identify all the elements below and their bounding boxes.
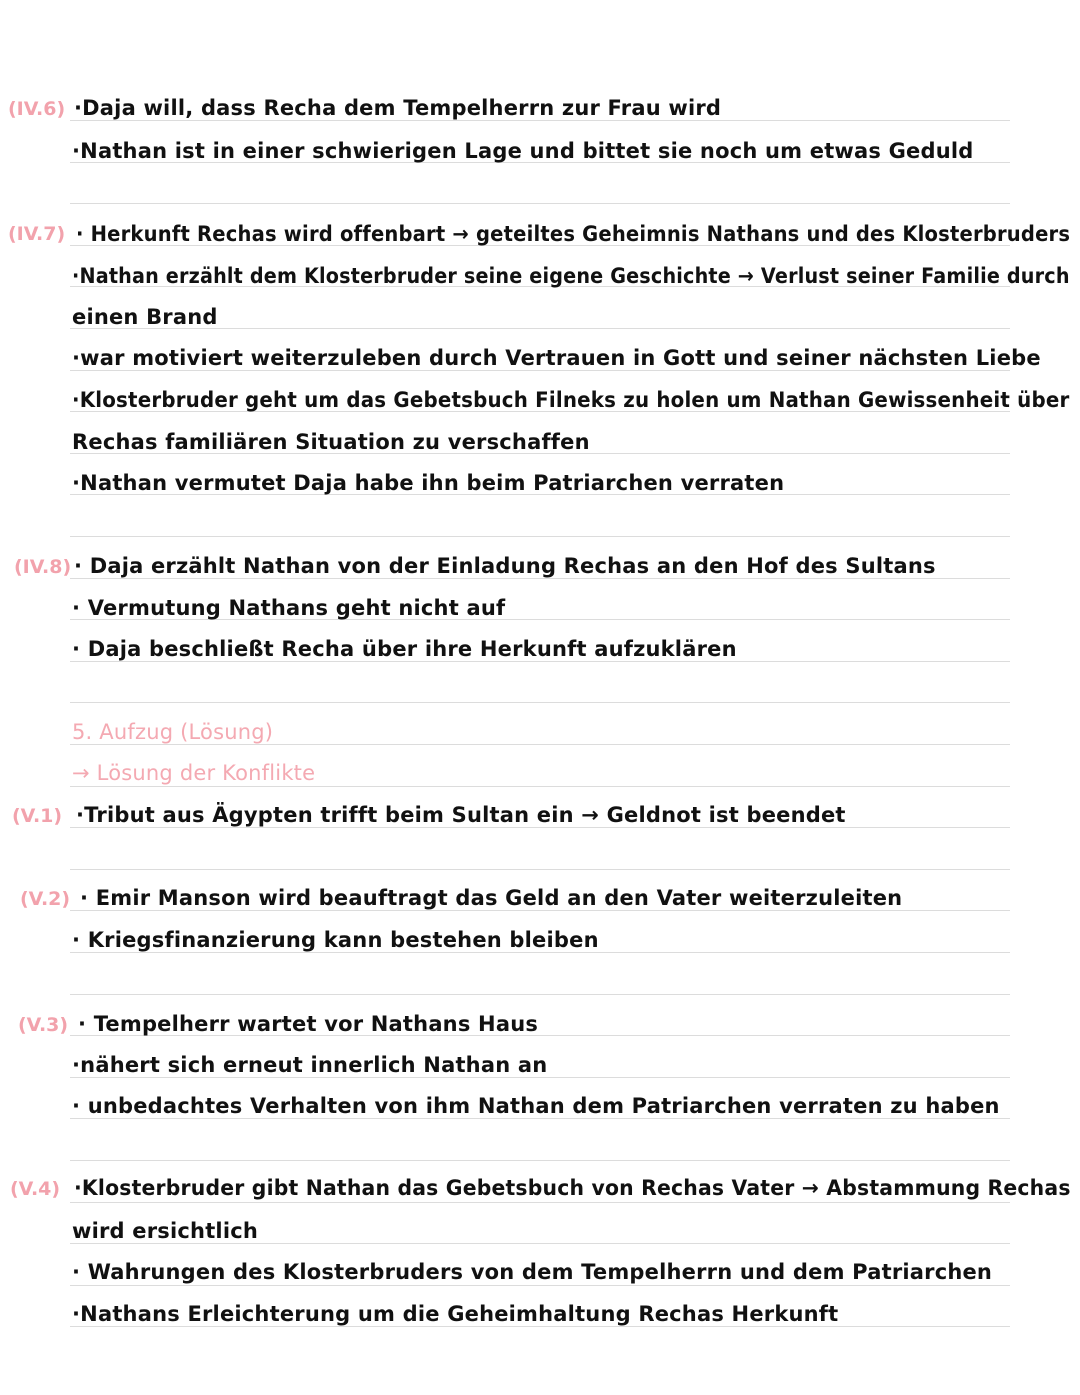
ruled-line xyxy=(70,786,1010,787)
note-line: · Emir Manson wird beauftragt das Geld an den Vater weiterzuleiten xyxy=(80,886,903,910)
note-line: wird ersichtlich xyxy=(72,1219,259,1243)
ruled-line xyxy=(70,120,1010,121)
note-line: · Tempelherr wartet vor Nathans Haus xyxy=(78,1012,539,1036)
ruled-line xyxy=(70,827,1010,828)
ruled-line xyxy=(70,1243,1010,1244)
scene-tag-iv7: (IV.7) xyxy=(8,223,66,245)
ruled-line xyxy=(70,1285,1010,1286)
act-subheading: → Lösung der Konflikte xyxy=(72,761,316,785)
ruled-line xyxy=(70,994,1010,995)
scene-tag-v1: (V.1) xyxy=(12,805,63,827)
ruled-line xyxy=(70,744,1010,745)
ruled-line xyxy=(70,910,1010,911)
note-line: ·Nathans Erleichterung um die Geheimhaltung Rechas Herkunft xyxy=(72,1302,839,1326)
note-line: · Daja erzählt Nathan von der Einladung Rechas an den Hof des Sultans xyxy=(74,554,936,578)
note-line: · Vermutung Nathans geht nicht auf xyxy=(72,596,506,620)
ruled-line xyxy=(70,702,1010,703)
ruled-line xyxy=(70,578,1010,579)
scene-tag-v3: (V.3) xyxy=(18,1014,69,1036)
note-line: ·Nathan ist in einer schwierigen Lage und bittet sie noch um etwas Geduld xyxy=(72,139,974,163)
ruled-line xyxy=(70,536,1010,537)
scene-tag-iv6: (IV.6) xyxy=(8,98,66,120)
note-line: ·Daja will, dass Recha dem Tempelherrn zur Frau wird xyxy=(74,96,722,120)
note-line: ·Nathan vermutet Daja habe ihn beim Patriarchen verraten xyxy=(72,471,785,495)
note-line: · Wahrungen des Klosterbruders von dem Tempelherrn und dem Patriarchen xyxy=(72,1260,993,1284)
ruled-line xyxy=(70,1202,1010,1203)
note-line: ·Tribut aus Ägypten trifft beim Sultan ein → Geldnot ist beendet xyxy=(76,803,846,827)
note-line: ·war motiviert weiterzuleben durch Vertrauen in Gott und seiner nächsten Liebe xyxy=(72,346,1041,370)
note-line: · Kriegsfinanzierung kann bestehen bleiben xyxy=(72,928,599,952)
scene-tag-iv8: (IV.8) xyxy=(14,556,72,578)
ruled-line xyxy=(70,869,1010,870)
note-line: ·Klosterbruder gibt Nathan das Gebetsbuch von Rechas Vater → Abstammung Rechas xyxy=(74,1176,1071,1200)
note-line: · Daja beschließt Recha über ihre Herkunft aufzuklären xyxy=(72,637,737,661)
ruled-line xyxy=(70,1077,1010,1078)
scene-tag-v2: (V.2) xyxy=(20,888,71,910)
ruled-line xyxy=(70,952,1010,953)
note-line: · unbedachtes Verhalten von ihm Nathan dem Patriarchen verraten zu haben xyxy=(72,1094,1000,1118)
note-line: ·Nathan erzählt dem Klosterbruder seine eigene Geschichte → Verlust seiner Familie durch xyxy=(72,264,1070,288)
note-line: ·nähert sich erneut innerlich Nathan an xyxy=(72,1053,548,1077)
note-line: · Herkunft Rechas wird offenbart → geteiltes Geheimnis Nathans und des Klosterbruders xyxy=(76,222,1071,246)
ruled-line xyxy=(70,661,1010,662)
note-line: einen Brand xyxy=(72,305,218,329)
note-line: Rechas familiären Situation zu verschaffen xyxy=(72,430,590,454)
ruled-line xyxy=(70,203,1010,204)
ruled-line xyxy=(70,1326,1010,1327)
ruled-line xyxy=(70,1160,1010,1161)
note-line: ·Klosterbruder geht um das Gebetsbuch Filneks zu holen um Nathan Gewissenheit über xyxy=(72,388,1070,412)
act-heading: 5. Aufzug (Lösung) xyxy=(72,720,274,744)
scene-tag-v4: (V.4) xyxy=(10,1178,61,1200)
ruled-line xyxy=(70,1118,1010,1119)
ruled-line xyxy=(70,370,1010,371)
